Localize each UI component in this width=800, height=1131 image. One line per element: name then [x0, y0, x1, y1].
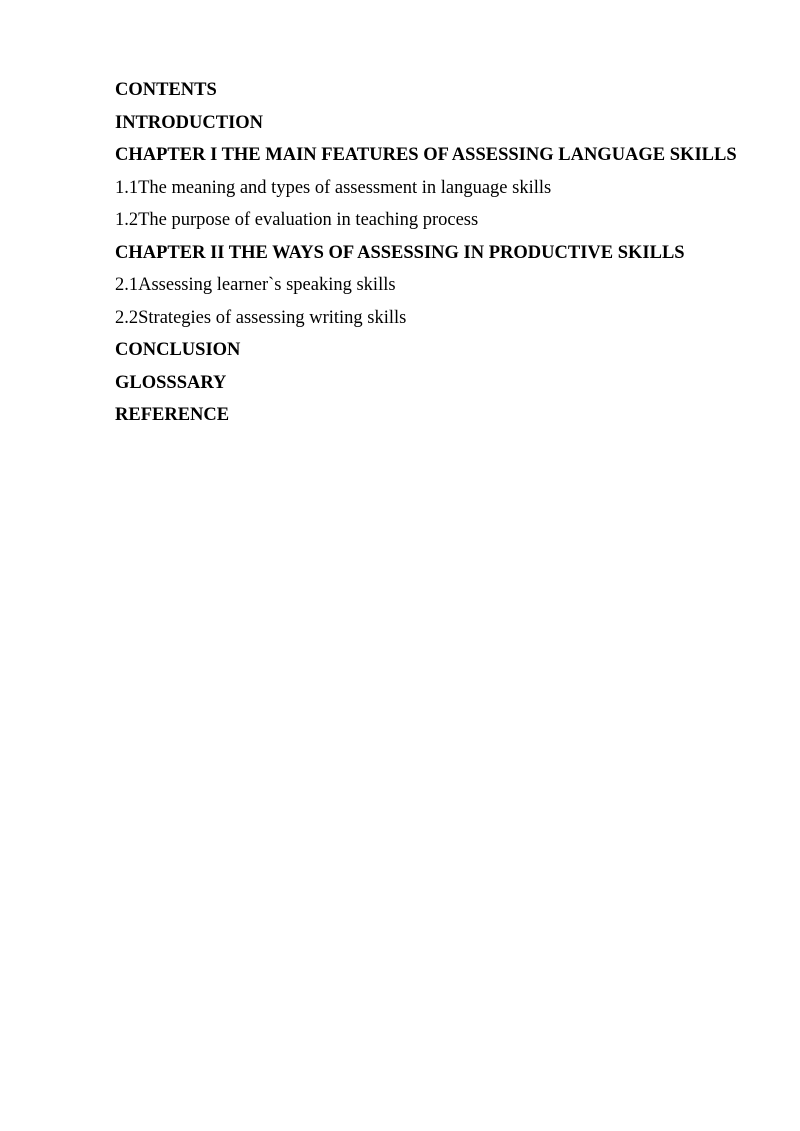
toc-item-section-1-1 [115, 172, 785, 205]
toc-item-conclusion [115, 334, 785, 367]
toc-item-text: CHAPTER I THE MAIN FEATURES OF ASSESSING LANGUAGE SKILLS [115, 145, 737, 165]
toc-section-number: 2.2 [115, 307, 139, 328]
toc-item-text: The purpose of evaluation in teaching process [138, 210, 479, 230]
toc-item-text: INTRODUCTION [115, 112, 264, 133]
toc-item-section-2-1 [115, 269, 785, 302]
toc-item-text: The meaning and types of assessment in language skills [138, 177, 552, 198]
toc-item-text: GLOSSSARY [115, 372, 227, 393]
toc-item-glossary [115, 367, 785, 400]
table-of-contents [115, 74, 785, 432]
toc-item-chapter-1 [115, 139, 785, 172]
toc-section-number: 1.2 [115, 210, 139, 230]
toc-section-number: 2.1 [115, 275, 139, 295]
toc-title-text: CONTENTS [115, 80, 217, 100]
toc-item-text: REFERENCE [115, 405, 230, 425]
toc-item-text: Assessing learner`s speaking skills [138, 275, 396, 295]
toc-section-number: 1.1 [115, 177, 139, 198]
toc-item-section-2-2 [115, 302, 785, 335]
toc-item-text: CHAPTER II THE WAYS OF ASSESSING IN PRODUCTIVE SKILLS [115, 242, 685, 263]
toc-item-text: CONCLUSION [115, 340, 241, 360]
toc-item-chapter-2 [115, 237, 785, 270]
toc-item-reference [115, 399, 785, 432]
toc-item-section-1-2 [115, 204, 785, 237]
toc-item-text: Strategies of assessing writing skills [138, 307, 407, 328]
toc-title [115, 74, 785, 107]
toc-item-introduction [115, 107, 785, 140]
